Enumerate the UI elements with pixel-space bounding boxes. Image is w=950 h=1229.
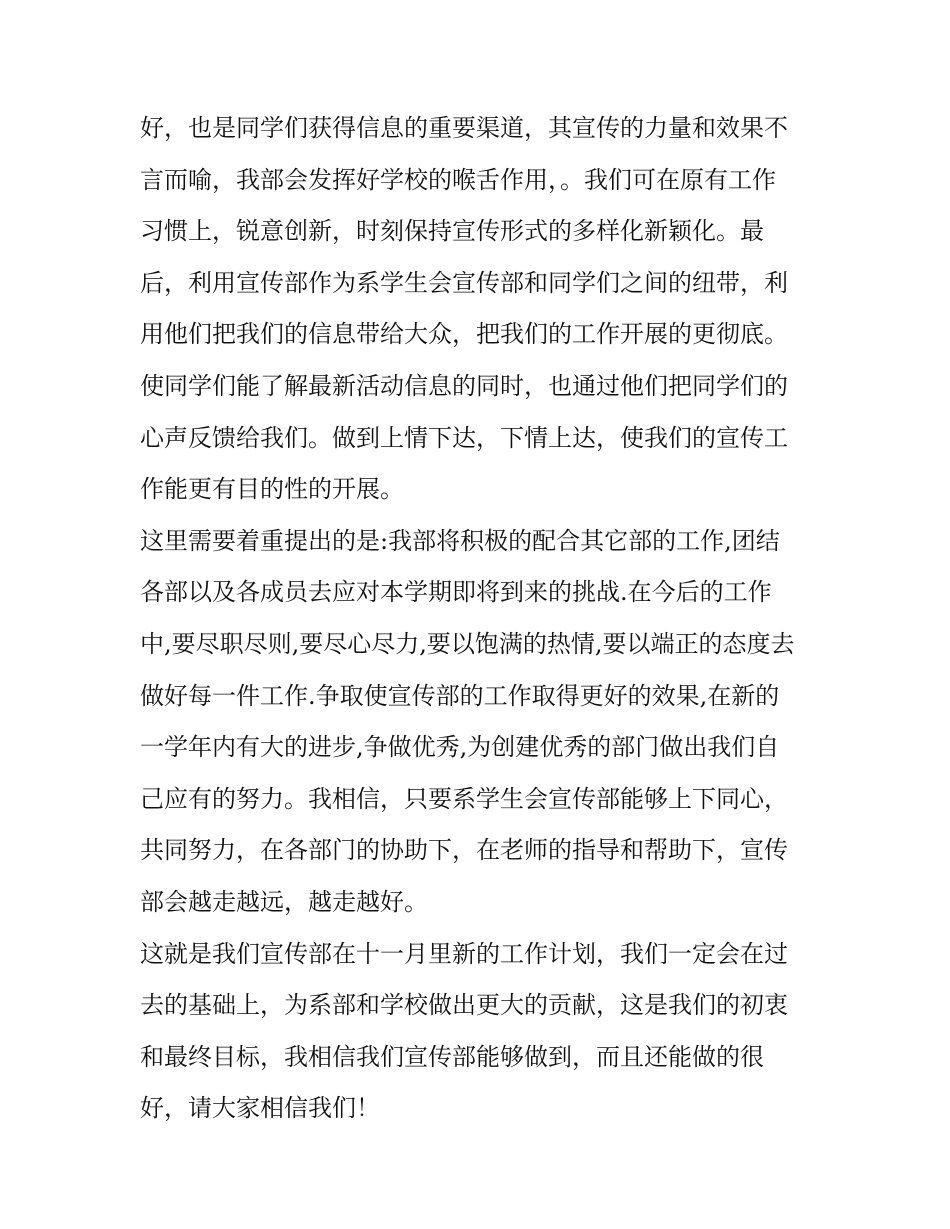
text-line: 习惯上，锐意创新，时刻保持宣传形式的多样化新颖化。最 bbox=[140, 217, 764, 246]
text-line: 部会越走越远，越走越好。 bbox=[140, 887, 428, 916]
text-line: 中,要尽职尽则,要尽心尽力,要以饱满的热情,要以端正的态度去 bbox=[140, 629, 795, 658]
text-line: 这里需要着重提出的是:我部将积极的配合其它部的工作,团结 bbox=[140, 526, 780, 555]
text-line: 心声反馈给我们。做到上情下达，下情上达，使我们的宣传工 bbox=[140, 423, 788, 452]
text-line: 使同学们能了解最新活动信息的同时，也通过他们把同学们的 bbox=[140, 371, 788, 400]
text-line: 己应有的努力。我相信，只要系学生会宣传部能够上下同心， bbox=[140, 784, 788, 813]
text-line: 后，利用宣传部作为系学生会宣传部和同学们之间的纽带，利 bbox=[140, 268, 788, 297]
text-line: 言而喻，我部会发挥好学校的喉舌作用，。我们可在原有工作 bbox=[140, 165, 776, 194]
text-line: 各部以及各成员去应对本学期即将到来的挑战.在今后的工作 bbox=[140, 578, 772, 607]
text-line: 这就是我们宣传部在十一月里新的工作计划，我们一定会在过 bbox=[140, 939, 788, 968]
text-line: 做好每一件工作.争取使宣传部的工作取得更好的效果,在新的 bbox=[140, 681, 780, 710]
text-line: 和最终目标，我相信我们宣传部能够做到，而且还能做的很 bbox=[140, 1042, 764, 1071]
text-line: 共同努力，在各部门的协助下，在老师的指导和帮助下，宣传 bbox=[140, 836, 788, 865]
text-line: 好，也是同学们获得信息的重要渠道，其宣传的力量和效果不 bbox=[140, 114, 788, 142]
text-line: 用他们把我们的信息带给大众，把我们的工作开展的更彻底。 bbox=[140, 320, 788, 349]
text-line: 去的基础上，为系部和学校做出更大的贡献，这是我们的初衷 bbox=[140, 991, 788, 1020]
text-line: 好，请大家相信我们！ bbox=[140, 1094, 380, 1123]
text-line: 一学年内有大的进步,争做优秀,为创建优秀的部门做出我们自 bbox=[140, 733, 780, 762]
text-line: 作能更有目的性的开展。 bbox=[140, 475, 404, 504]
body-text bbox=[140, 103, 815, 1135]
